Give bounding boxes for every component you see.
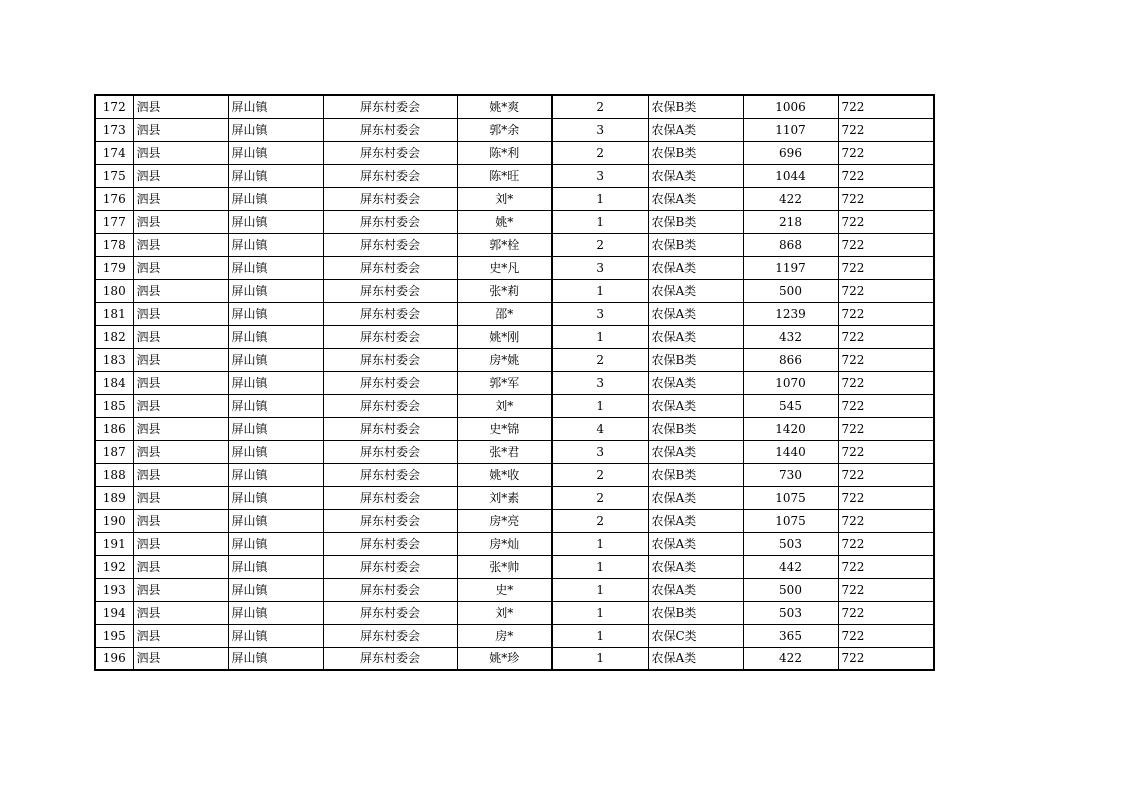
county-cell: 泗县 — [133, 279, 228, 302]
county-cell: 泗县 — [133, 348, 228, 371]
insurance-category-cell: 农保B类 — [648, 348, 743, 371]
county-cell: 泗县 — [133, 532, 228, 555]
code-cell: 722 — [838, 555, 934, 578]
code-cell: 722 — [838, 371, 934, 394]
county-cell: 泗县 — [133, 256, 228, 279]
household-count-cell: 3 — [552, 164, 648, 187]
row-number-cell: 196 — [95, 647, 133, 670]
county-cell: 泗县 — [133, 210, 228, 233]
household-count-cell: 2 — [552, 141, 648, 164]
code-cell: 722 — [838, 210, 934, 233]
county-cell: 泗县 — [133, 509, 228, 532]
person-name-cell: 陈*利 — [457, 141, 552, 164]
code-cell: 722 — [838, 348, 934, 371]
household-count-cell: 1 — [552, 601, 648, 624]
insurance-category-cell: 农保A类 — [648, 647, 743, 670]
town-cell: 屏山镇 — [228, 256, 323, 279]
code-cell: 722 — [838, 440, 934, 463]
village-committee-cell: 屏东村委会 — [323, 210, 457, 233]
code-cell: 722 — [838, 95, 934, 118]
insurance-category-cell: 农保C类 — [648, 624, 743, 647]
amount-cell: 365 — [743, 624, 838, 647]
person-name-cell: 史* — [457, 578, 552, 601]
town-cell: 屏山镇 — [228, 164, 323, 187]
row-number-cell: 181 — [95, 302, 133, 325]
table-row — [95, 486, 934, 509]
person-name-cell: 史*凡 — [457, 256, 552, 279]
household-count-cell: 3 — [552, 256, 648, 279]
household-count-cell: 1 — [552, 532, 648, 555]
county-cell: 泗县 — [133, 440, 228, 463]
table-row — [95, 279, 934, 302]
code-cell: 722 — [838, 486, 934, 509]
amount-cell: 218 — [743, 210, 838, 233]
town-cell: 屏山镇 — [228, 532, 323, 555]
insurance-category-cell: 农保A类 — [648, 394, 743, 417]
code-cell: 722 — [838, 463, 934, 486]
village-committee-cell: 屏东村委会 — [323, 417, 457, 440]
insurance-category-cell: 农保B类 — [648, 463, 743, 486]
village-committee-cell: 屏东村委会 — [323, 647, 457, 670]
table-row — [95, 509, 934, 532]
amount-cell: 500 — [743, 279, 838, 302]
village-committee-cell: 屏东村委会 — [323, 440, 457, 463]
county-cell: 泗县 — [133, 555, 228, 578]
insurance-category-cell: 农保B类 — [648, 141, 743, 164]
county-cell: 泗县 — [133, 578, 228, 601]
town-cell: 屏山镇 — [228, 555, 323, 578]
code-cell: 722 — [838, 394, 934, 417]
code-cell: 722 — [838, 279, 934, 302]
table-row — [95, 555, 934, 578]
household-count-cell: 1 — [552, 325, 648, 348]
town-cell: 屏山镇 — [228, 371, 323, 394]
person-name-cell: 刘* — [457, 394, 552, 417]
amount-cell: 696 — [743, 141, 838, 164]
household-count-cell: 1 — [552, 555, 648, 578]
roster-table — [94, 94, 935, 671]
row-number-cell: 194 — [95, 601, 133, 624]
person-name-cell: 张*莉 — [457, 279, 552, 302]
village-committee-cell: 屏东村委会 — [323, 95, 457, 118]
person-name-cell: 张*君 — [457, 440, 552, 463]
town-cell: 屏山镇 — [228, 302, 323, 325]
table-row — [95, 210, 934, 233]
town-cell: 屏山镇 — [228, 463, 323, 486]
row-number-cell: 176 — [95, 187, 133, 210]
table-row — [95, 187, 934, 210]
village-committee-cell: 屏东村委会 — [323, 578, 457, 601]
person-name-cell: 刘* — [457, 187, 552, 210]
person-name-cell: 房* — [457, 624, 552, 647]
table-row — [95, 440, 934, 463]
town-cell: 屏山镇 — [228, 279, 323, 302]
amount-cell: 1197 — [743, 256, 838, 279]
insurance-category-cell: 农保A类 — [648, 578, 743, 601]
household-count-cell: 3 — [552, 371, 648, 394]
household-count-cell: 1 — [552, 210, 648, 233]
town-cell: 屏山镇 — [228, 394, 323, 417]
town-cell: 屏山镇 — [228, 509, 323, 532]
table-row — [95, 302, 934, 325]
insurance-category-cell: 农保A类 — [648, 256, 743, 279]
person-name-cell: 房*灿 — [457, 532, 552, 555]
person-name-cell: 郭*栓 — [457, 233, 552, 256]
insurance-category-cell: 农保B类 — [648, 601, 743, 624]
person-name-cell: 房*亮 — [457, 509, 552, 532]
insurance-category-cell: 农保A类 — [648, 509, 743, 532]
village-committee-cell: 屏东村委会 — [323, 279, 457, 302]
insurance-category-cell: 农保A类 — [648, 302, 743, 325]
person-name-cell: 张*帅 — [457, 555, 552, 578]
amount-cell: 545 — [743, 394, 838, 417]
village-committee-cell: 屏东村委会 — [323, 141, 457, 164]
county-cell: 泗县 — [133, 624, 228, 647]
row-number-cell: 189 — [95, 486, 133, 509]
household-count-cell: 1 — [552, 187, 648, 210]
code-cell: 722 — [838, 647, 934, 670]
row-number-cell: 184 — [95, 371, 133, 394]
amount-cell: 1107 — [743, 118, 838, 141]
amount-cell: 868 — [743, 233, 838, 256]
table-row — [95, 578, 934, 601]
table-row — [95, 325, 934, 348]
household-count-cell: 1 — [552, 624, 648, 647]
code-cell: 722 — [838, 233, 934, 256]
county-cell: 泗县 — [133, 95, 228, 118]
table-row — [95, 532, 934, 555]
insurance-category-cell: 农保A类 — [648, 486, 743, 509]
code-cell: 722 — [838, 256, 934, 279]
person-name-cell: 姚*爽 — [457, 95, 552, 118]
insurance-category-cell: 农保A类 — [648, 440, 743, 463]
row-number-cell: 188 — [95, 463, 133, 486]
village-committee-cell: 屏东村委会 — [323, 463, 457, 486]
county-cell: 泗县 — [133, 601, 228, 624]
town-cell: 屏山镇 — [228, 95, 323, 118]
village-committee-cell: 屏东村委会 — [323, 325, 457, 348]
row-number-cell: 195 — [95, 624, 133, 647]
household-count-cell: 2 — [552, 348, 648, 371]
amount-cell: 432 — [743, 325, 838, 348]
county-cell: 泗县 — [133, 463, 228, 486]
row-number-cell: 186 — [95, 417, 133, 440]
county-cell: 泗县 — [133, 187, 228, 210]
household-count-cell: 2 — [552, 463, 648, 486]
insurance-category-cell: 农保B类 — [648, 233, 743, 256]
county-cell: 泗县 — [133, 394, 228, 417]
town-cell: 屏山镇 — [228, 210, 323, 233]
town-cell: 屏山镇 — [228, 624, 323, 647]
row-number-cell: 190 — [95, 509, 133, 532]
town-cell: 屏山镇 — [228, 233, 323, 256]
amount-cell: 730 — [743, 463, 838, 486]
village-committee-cell: 屏东村委会 — [323, 164, 457, 187]
village-committee-cell: 屏东村委会 — [323, 371, 457, 394]
row-number-cell: 175 — [95, 164, 133, 187]
code-cell: 722 — [838, 578, 934, 601]
county-cell: 泗县 — [133, 164, 228, 187]
person-name-cell: 刘* — [457, 601, 552, 624]
row-number-cell: 192 — [95, 555, 133, 578]
row-number-cell: 191 — [95, 532, 133, 555]
table-row — [95, 233, 934, 256]
amount-cell: 866 — [743, 348, 838, 371]
town-cell: 屏山镇 — [228, 348, 323, 371]
household-count-cell: 1 — [552, 279, 648, 302]
row-number-cell: 185 — [95, 394, 133, 417]
county-cell: 泗县 — [133, 233, 228, 256]
table-row — [95, 601, 934, 624]
household-count-cell: 1 — [552, 647, 648, 670]
household-count-cell: 2 — [552, 509, 648, 532]
code-cell: 722 — [838, 624, 934, 647]
county-cell: 泗县 — [133, 141, 228, 164]
amount-cell: 500 — [743, 578, 838, 601]
insurance-category-cell: 农保A类 — [648, 371, 743, 394]
row-number-cell: 173 — [95, 118, 133, 141]
household-count-cell: 1 — [552, 578, 648, 601]
table-row — [95, 394, 934, 417]
insurance-category-cell: 农保A类 — [648, 532, 743, 555]
row-number-cell: 179 — [95, 256, 133, 279]
village-committee-cell: 屏东村委会 — [323, 187, 457, 210]
town-cell: 屏山镇 — [228, 647, 323, 670]
household-count-cell: 1 — [552, 394, 648, 417]
county-cell: 泗县 — [133, 486, 228, 509]
amount-cell: 1044 — [743, 164, 838, 187]
village-committee-cell: 屏东村委会 — [323, 509, 457, 532]
village-committee-cell: 屏东村委会 — [323, 233, 457, 256]
town-cell: 屏山镇 — [228, 325, 323, 348]
household-count-cell: 3 — [552, 118, 648, 141]
county-cell: 泗县 — [133, 647, 228, 670]
county-cell: 泗县 — [133, 118, 228, 141]
table-row — [95, 348, 934, 371]
insurance-category-cell: 农保A类 — [648, 555, 743, 578]
amount-cell: 1070 — [743, 371, 838, 394]
town-cell: 屏山镇 — [228, 440, 323, 463]
amount-cell: 503 — [743, 532, 838, 555]
table-row — [95, 371, 934, 394]
code-cell: 722 — [838, 187, 934, 210]
amount-cell: 503 — [743, 601, 838, 624]
code-cell: 722 — [838, 164, 934, 187]
county-cell: 泗县 — [133, 325, 228, 348]
row-number-cell: 180 — [95, 279, 133, 302]
insurance-category-cell: 农保B类 — [648, 210, 743, 233]
household-count-cell: 3 — [552, 302, 648, 325]
amount-cell: 1006 — [743, 95, 838, 118]
town-cell: 屏山镇 — [228, 417, 323, 440]
person-name-cell: 姚*收 — [457, 463, 552, 486]
table-row — [95, 256, 934, 279]
person-name-cell: 邵* — [457, 302, 552, 325]
person-name-cell: 史*锦 — [457, 417, 552, 440]
village-committee-cell: 屏东村委会 — [323, 118, 457, 141]
amount-cell: 422 — [743, 647, 838, 670]
amount-cell: 1440 — [743, 440, 838, 463]
row-number-cell: 178 — [95, 233, 133, 256]
village-committee-cell: 屏东村委会 — [323, 348, 457, 371]
person-name-cell: 郭*军 — [457, 371, 552, 394]
code-cell: 722 — [838, 417, 934, 440]
person-name-cell: 姚*刚 — [457, 325, 552, 348]
person-name-cell: 姚* — [457, 210, 552, 233]
row-number-cell: 172 — [95, 95, 133, 118]
person-name-cell: 陈*旺 — [457, 164, 552, 187]
insurance-category-cell: 农保B类 — [648, 417, 743, 440]
town-cell: 屏山镇 — [228, 578, 323, 601]
amount-cell: 1420 — [743, 417, 838, 440]
person-name-cell: 姚*珍 — [457, 647, 552, 670]
town-cell: 屏山镇 — [228, 187, 323, 210]
village-committee-cell: 屏东村委会 — [323, 394, 457, 417]
village-committee-cell: 屏东村委会 — [323, 624, 457, 647]
row-number-cell: 193 — [95, 578, 133, 601]
code-cell: 722 — [838, 302, 934, 325]
village-committee-cell: 屏东村委会 — [323, 486, 457, 509]
village-committee-cell: 屏东村委会 — [323, 601, 457, 624]
code-cell: 722 — [838, 532, 934, 555]
town-cell: 屏山镇 — [228, 486, 323, 509]
county-cell: 泗县 — [133, 417, 228, 440]
row-number-cell: 177 — [95, 210, 133, 233]
table-row — [95, 417, 934, 440]
insurance-category-cell: 农保A类 — [648, 325, 743, 348]
household-count-cell: 4 — [552, 417, 648, 440]
table-row — [95, 624, 934, 647]
person-name-cell: 郭*余 — [457, 118, 552, 141]
household-count-cell: 2 — [552, 233, 648, 256]
village-committee-cell: 屏东村委会 — [323, 256, 457, 279]
insurance-category-cell: 农保A类 — [648, 279, 743, 302]
insurance-category-cell: 农保A类 — [648, 187, 743, 210]
person-name-cell: 刘*素 — [457, 486, 552, 509]
code-cell: 722 — [838, 141, 934, 164]
insurance-category-cell: 农保B类 — [648, 95, 743, 118]
row-number-cell: 183 — [95, 348, 133, 371]
table-row — [95, 141, 934, 164]
row-number-cell: 187 — [95, 440, 133, 463]
town-cell: 屏山镇 — [228, 141, 323, 164]
code-cell: 722 — [838, 325, 934, 348]
table-body — [95, 95, 934, 670]
row-number-cell: 182 — [95, 325, 133, 348]
amount-cell: 1075 — [743, 509, 838, 532]
code-cell: 722 — [838, 601, 934, 624]
person-name-cell: 房*姚 — [457, 348, 552, 371]
household-count-cell: 3 — [552, 440, 648, 463]
village-committee-cell: 屏东村委会 — [323, 555, 457, 578]
table-row — [95, 463, 934, 486]
insurance-category-cell: 农保A类 — [648, 164, 743, 187]
amount-cell: 1239 — [743, 302, 838, 325]
amount-cell: 422 — [743, 187, 838, 210]
table-row — [95, 647, 934, 670]
village-committee-cell: 屏东村委会 — [323, 302, 457, 325]
household-count-cell: 2 — [552, 486, 648, 509]
household-count-cell: 2 — [552, 95, 648, 118]
amount-cell: 1075 — [743, 486, 838, 509]
town-cell: 屏山镇 — [228, 601, 323, 624]
table-row — [95, 164, 934, 187]
row-number-cell: 174 — [95, 141, 133, 164]
county-cell: 泗县 — [133, 302, 228, 325]
village-committee-cell: 屏东村委会 — [323, 532, 457, 555]
insurance-category-cell: 农保A类 — [648, 118, 743, 141]
amount-cell: 442 — [743, 555, 838, 578]
code-cell: 722 — [838, 509, 934, 532]
county-cell: 泗县 — [133, 371, 228, 394]
table-row — [95, 118, 934, 141]
code-cell: 722 — [838, 118, 934, 141]
table-row — [95, 95, 934, 118]
town-cell: 屏山镇 — [228, 118, 323, 141]
